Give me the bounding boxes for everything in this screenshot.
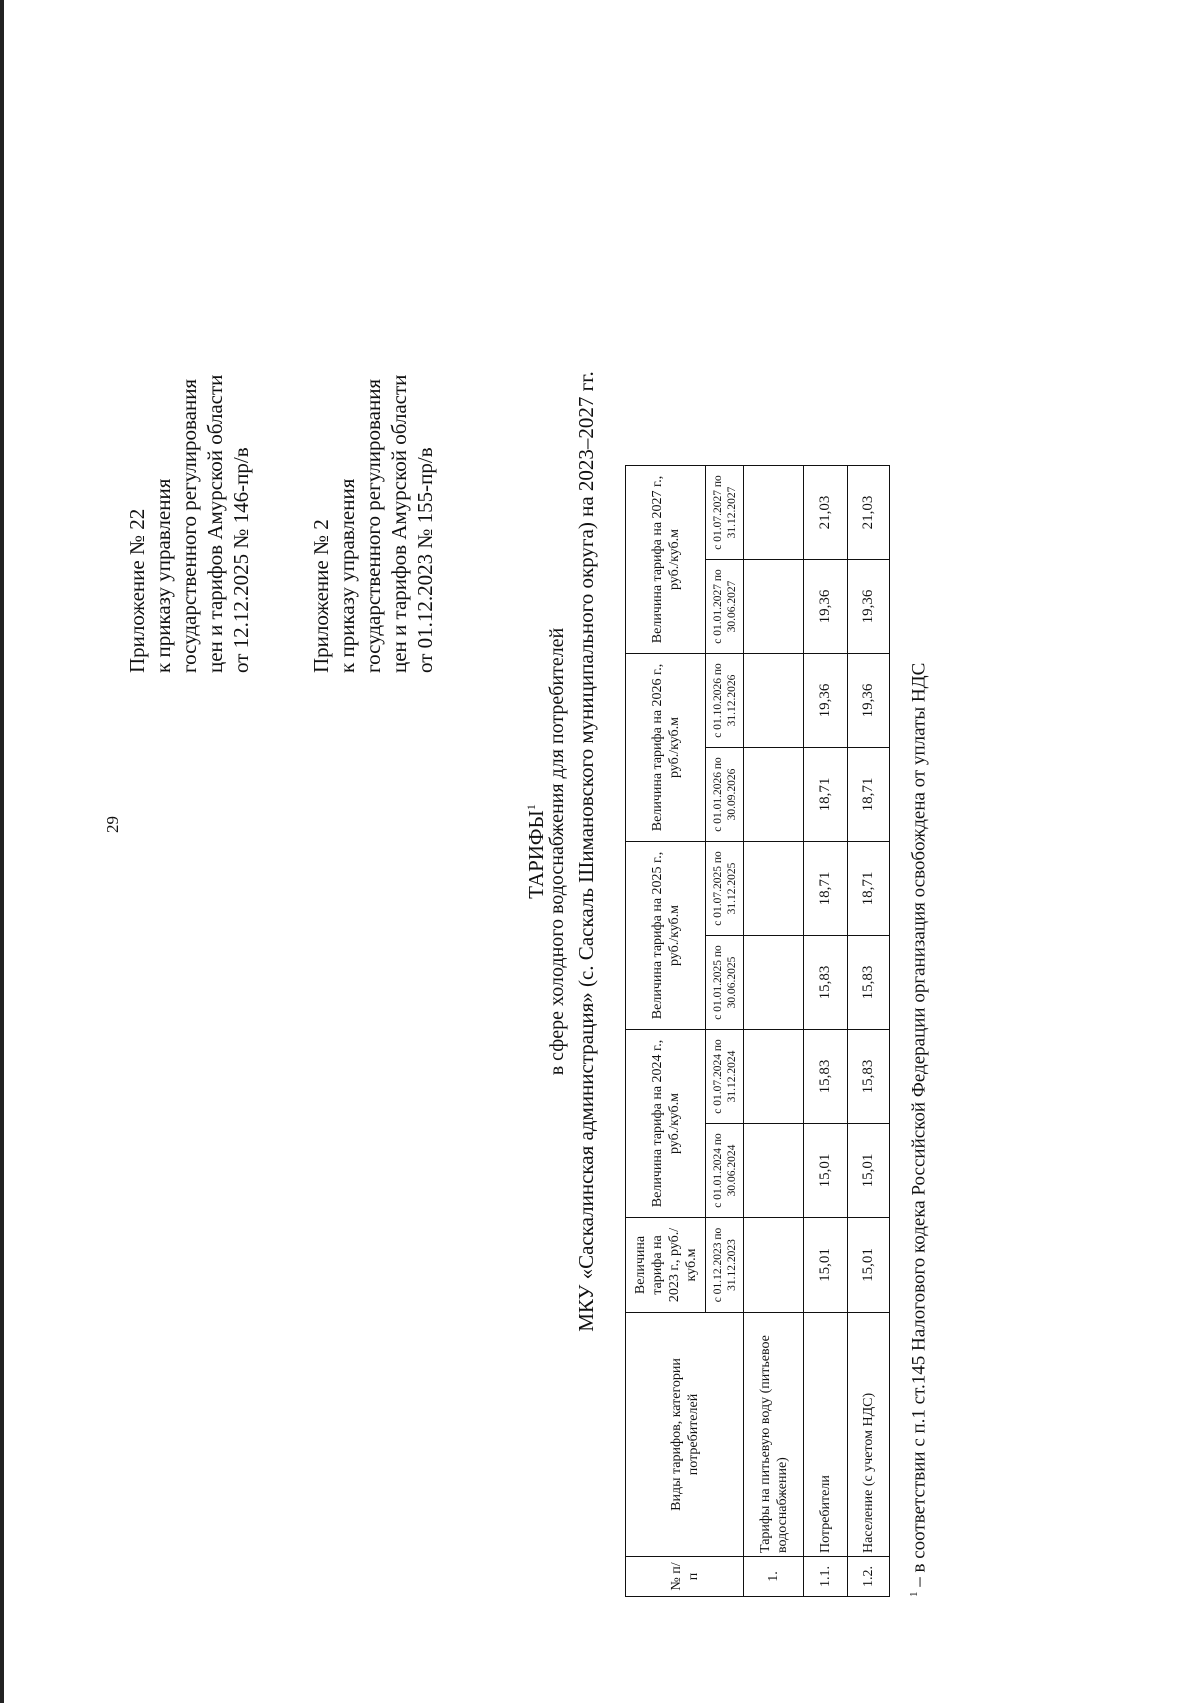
value-cell — [744, 842, 804, 936]
header-type: Виды тарифов, категории потребителей — [626, 1313, 744, 1557]
subtitle-line-1: в сфере холодного водоснабжения для потребителей — [546, 627, 568, 1076]
reference-current-line: государственного регулирования — [177, 378, 201, 673]
value-cell — [744, 560, 804, 654]
period-cell: с 01.01.2025 по 30.06.2025 — [706, 936, 744, 1030]
period-cell: с 01.07.2027 по 31.12.2027 — [706, 466, 744, 560]
row-label: Население (с учетом НДС) — [848, 1313, 890, 1557]
reference-original-line: государственного регулирования — [361, 378, 385, 673]
value-cell: 18,71 — [848, 842, 890, 936]
value-cell: 18,71 — [804, 842, 848, 936]
table-row — [804, 466, 848, 1597]
header-year-2027: Величина тарифа на 2027 г., руб./куб.м — [626, 466, 706, 654]
value-cell: 19,36 — [848, 654, 890, 748]
value-cell — [744, 466, 804, 560]
value-cell — [744, 936, 804, 1030]
value-cell: 15,01 — [804, 1124, 848, 1218]
header-year-2023: Величина тарифа на 2023 г., руб./куб.м — [626, 1218, 706, 1313]
header-year-2024: Величина тарифа на 2024 г., руб./куб.м — [626, 1030, 706, 1218]
value-cell: 19,36 — [848, 560, 890, 654]
reference-original — [308, 375, 438, 673]
period-cell: с 01.01.2026 по 30.09.2026 — [706, 748, 744, 842]
document-title — [518, 0, 549, 1703]
tariff-table — [625, 465, 890, 1597]
reference-current-line: от 12.12.2025 № 146-пр/в — [229, 447, 253, 673]
table-header-row — [626, 466, 706, 1597]
value-cell — [744, 1030, 804, 1124]
value-cell: 15,01 — [804, 1218, 848, 1313]
value-cell: 18,71 — [804, 748, 848, 842]
value-cell: 15,83 — [804, 936, 848, 1030]
row-label: Тарифы на питьевую воду (питьевое водоснабжение) — [744, 1313, 804, 1557]
reference-original-line: к приказу управления — [335, 478, 359, 673]
value-cell — [744, 654, 804, 748]
value-cell: 15,01 — [848, 1124, 890, 1218]
reference-current — [124, 375, 254, 673]
row-label: Потребители — [804, 1313, 848, 1557]
period-cell: с 01.12.2023 по 31.12.2023 — [706, 1218, 744, 1313]
reference-original-line: цен и тарифов Амурской области — [387, 374, 411, 673]
value-cell: 21,03 — [804, 466, 848, 560]
reference-original-line: от 01.12.2023 № 155-пр/в — [413, 447, 437, 673]
period-cell: с 01.10.2026 по 31.12.2026 — [706, 654, 744, 748]
footnote-text: – в соответствии с п.1 ст.145 Налогового кодека Российской Федерации организация освобождена от уплаты НДС — [908, 662, 930, 1587]
value-cell: 15,01 — [848, 1218, 890, 1313]
reference-original-line: Приложение № 2 — [309, 519, 333, 673]
reference-current-line: Приложение № 22 — [125, 508, 149, 673]
row-num: 1. — [744, 1557, 804, 1597]
title-footnote-mark: 1 — [524, 804, 538, 811]
title-text: ТАРИФЫ — [524, 810, 548, 899]
footnote — [908, 663, 930, 1597]
value-cell — [744, 748, 804, 842]
value-cell: 15,83 — [848, 936, 890, 1030]
value-cell: 15,83 — [804, 1030, 848, 1124]
value-cell: 19,36 — [804, 654, 848, 748]
value-cell — [744, 1124, 804, 1218]
header-year-2025: Величина тарифа на 2025 г., руб./куб.м — [626, 842, 706, 1030]
table-row — [744, 466, 804, 1597]
value-cell: 19,36 — [804, 560, 848, 654]
row-num: 1.1. — [804, 1557, 848, 1597]
value-cell: 15,83 — [848, 1030, 890, 1124]
row-num: 1.2. — [848, 1557, 890, 1597]
reference-current-line: к приказу управления — [151, 478, 175, 673]
reference-current-line: цен и тарифов Амурской области — [203, 374, 227, 673]
header-year-2026: Величина тарифа на 2026 г., руб./куб.м — [626, 654, 706, 842]
value-cell: 21,03 — [848, 466, 890, 560]
value-cell: 18,71 — [848, 748, 890, 842]
subtitle-line-2: МКУ «Саскалинская администрация» (с. Саскаль Шимановского муниципального округа) на 2023–2027 гг. — [574, 371, 598, 1332]
value-cell — [744, 1218, 804, 1313]
table-row — [848, 466, 890, 1597]
header-num: № п/п — [626, 1557, 744, 1597]
page-number: 29 — [103, 816, 122, 833]
period-cell: с 01.01.2027 по 30.06.2027 — [706, 560, 744, 654]
footnote-mark: 1 — [908, 1591, 920, 1597]
period-cell: с 01.01.2024 по 30.06.2024 — [706, 1124, 744, 1218]
period-cell: с 01.07.2024 по 31.12.2024 — [706, 1030, 744, 1124]
period-cell: с 01.07.2025 по 31.12.2025 — [706, 842, 744, 936]
